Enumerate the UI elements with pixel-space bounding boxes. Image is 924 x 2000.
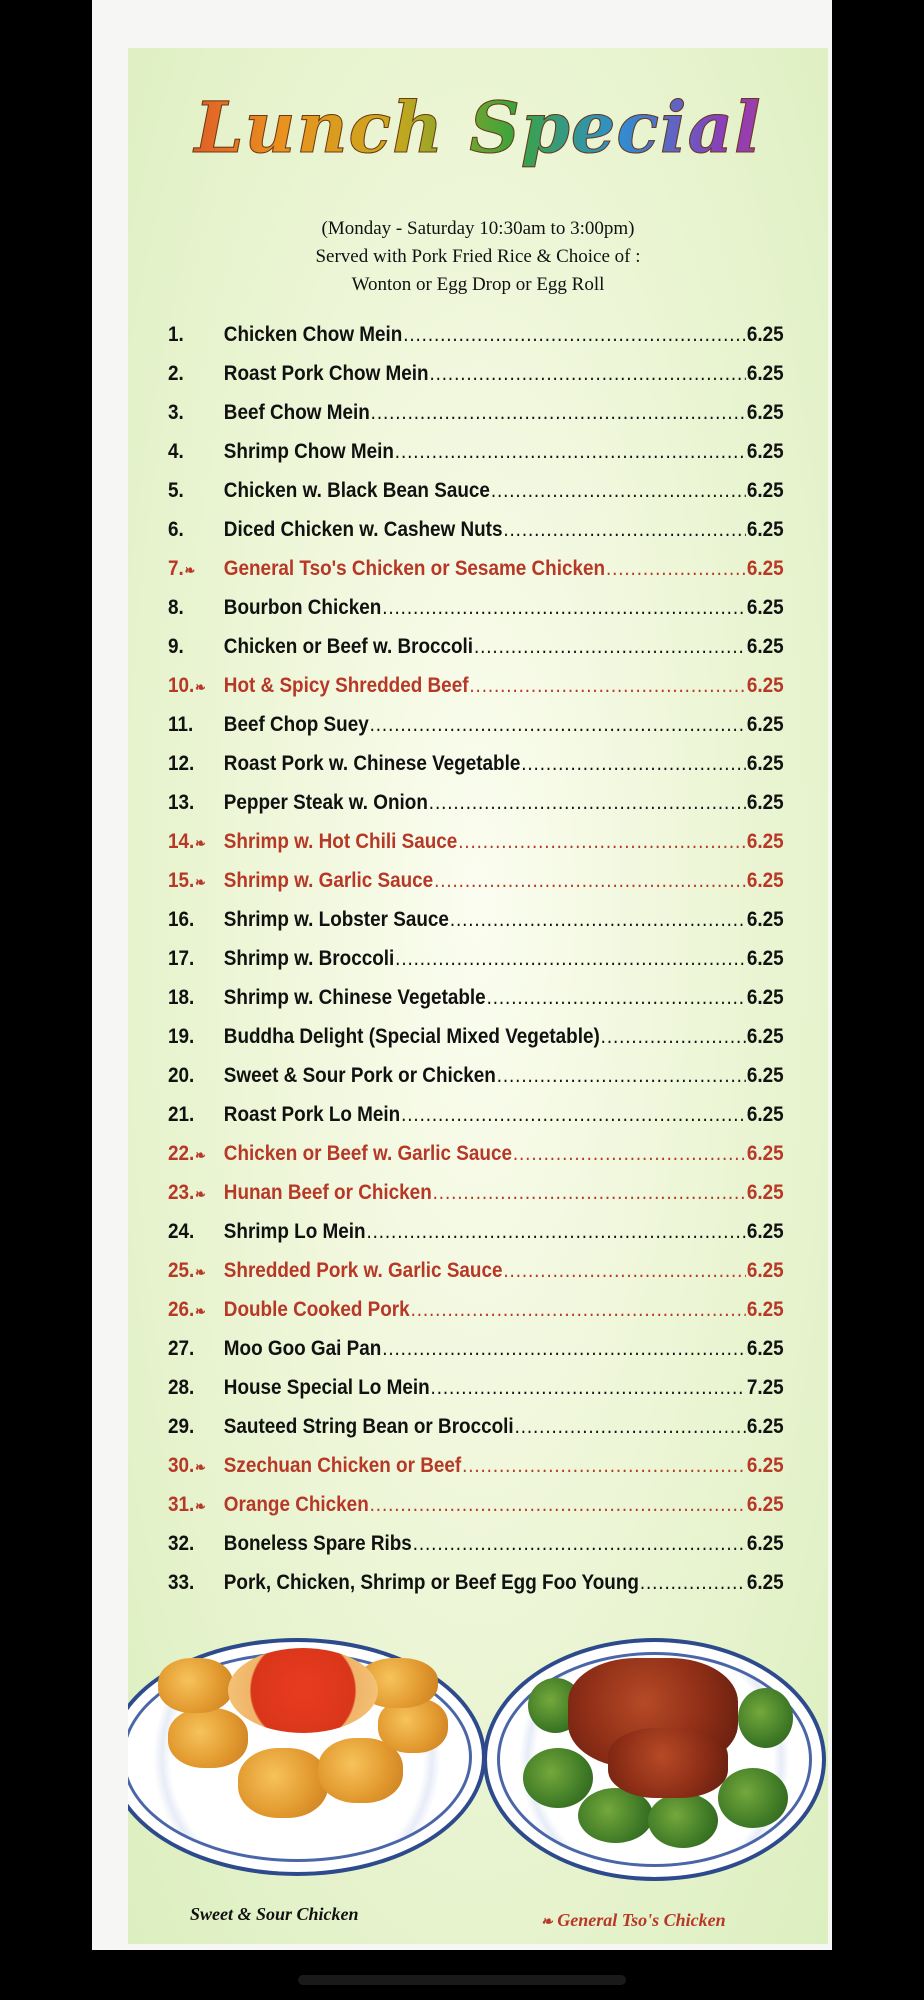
menu-item-number-text: 5. xyxy=(168,479,184,502)
dot-leader xyxy=(503,1259,746,1283)
served-with-text: Served with Pork Fried Rice & Choice of : xyxy=(315,246,641,267)
menu-item-price: 6.25 xyxy=(746,362,784,385)
dot-leader xyxy=(429,791,746,815)
menu-item-name: Szechuan Chicken or Beef xyxy=(223,1454,462,1477)
menu-item-number-text: 19. xyxy=(168,1025,195,1048)
menu-item xyxy=(168,1103,784,1142)
menu-item-name: House Special Lo Mein xyxy=(223,1376,430,1399)
menu-item xyxy=(168,1415,784,1454)
dot-leader xyxy=(433,1181,746,1205)
menu-item-name: Beef Chop Suey xyxy=(223,713,369,736)
menu-item-number xyxy=(168,1298,224,1322)
menu-item-number-text: 30. xyxy=(168,1454,195,1477)
menu-item-name: Sweet & Sour Pork or Chicken xyxy=(223,1064,496,1087)
menu-item xyxy=(168,479,784,518)
menu-item-number-text: 2. xyxy=(168,362,184,385)
menu-item xyxy=(168,713,784,752)
menu-item-number xyxy=(168,1493,224,1517)
menu-item xyxy=(168,791,784,830)
dot-leader xyxy=(370,713,746,737)
menu-item xyxy=(168,1181,784,1220)
menu-item-number xyxy=(168,362,224,386)
menu-title: Lunch Special xyxy=(128,86,828,169)
menu-item-name: Hunan Beef or Chicken xyxy=(223,1181,432,1204)
menu-item-name: Diced Chicken w. Cashew Nuts xyxy=(223,518,503,541)
menu-item xyxy=(168,1493,784,1532)
menu-item-number-text: 12. xyxy=(168,752,195,775)
chili-pepper-icon: ❧ xyxy=(195,1459,206,1475)
menu-item-number xyxy=(168,1571,224,1595)
menu-item-number-text: 21. xyxy=(168,1103,195,1126)
chili-pepper-icon: ❧ xyxy=(195,1264,206,1280)
menu-item-number xyxy=(168,908,224,932)
menu-item-price: 6.25 xyxy=(746,752,784,775)
menu-item-price: 6.25 xyxy=(746,1103,784,1126)
dot-leader xyxy=(503,518,746,542)
menu-item-number-text: 25. xyxy=(168,1259,195,1282)
menu-item-number-text: 18. xyxy=(168,986,195,1009)
menu-item xyxy=(168,908,784,947)
menu-item-name: Double Cooked Pork xyxy=(223,1298,410,1321)
menu-item-number xyxy=(168,1532,224,1556)
menu-item-number-text: 28. xyxy=(168,1376,195,1399)
dot-leader xyxy=(401,1103,746,1127)
menu-item-price: 6.25 xyxy=(746,1259,784,1282)
menu-item-name: Shrimp Lo Mein xyxy=(223,1220,366,1243)
menu-item-number xyxy=(168,1259,224,1283)
menu-item-name: Roast Pork Lo Mein xyxy=(223,1103,401,1126)
menu-item-name: Sauteed String Bean or Broccoli xyxy=(223,1415,514,1438)
menu-item xyxy=(168,1337,784,1376)
menu-item-name: Chicken or Beef w. Garlic Sauce xyxy=(223,1142,512,1165)
menu-item-number-text: 27. xyxy=(168,1337,195,1360)
menu-item xyxy=(168,596,784,635)
menu-item-number xyxy=(168,479,224,503)
menu-item-name: Shredded Pork w. Garlic Sauce xyxy=(223,1259,503,1282)
menu-item-price: 6.25 xyxy=(746,557,784,580)
caption-general-tsos-chicken-text: General Tso's Chicken xyxy=(557,1910,726,1930)
menu-item-price: 6.25 xyxy=(746,635,784,658)
menu-item-name: Orange Chicken xyxy=(223,1493,369,1516)
menu-item-number xyxy=(168,1454,224,1478)
dot-leader xyxy=(521,752,746,776)
menu-item-name: Shrimp w. Hot Chili Sauce xyxy=(223,830,458,853)
menu-item-price: 6.25 xyxy=(746,1220,784,1243)
dot-leader xyxy=(491,479,746,503)
dot-leader xyxy=(413,1532,746,1556)
dot-leader xyxy=(601,1025,746,1049)
menu-item-number-text: 26. xyxy=(168,1298,195,1321)
menu-item-number-text: 7. xyxy=(168,557,184,580)
menu-item-number xyxy=(168,323,224,347)
menu-item xyxy=(168,1298,784,1337)
menu-item-number xyxy=(168,1025,224,1049)
menu-item xyxy=(168,1142,784,1181)
menu-item-price: 6.25 xyxy=(746,947,784,970)
menu-item-price: 6.25 xyxy=(746,1142,784,1165)
menu-item-name: Shrimp Chow Mein xyxy=(223,440,394,463)
menu-item xyxy=(168,518,784,557)
menu-item xyxy=(168,635,784,674)
menu-item-number xyxy=(168,986,224,1010)
menu-item xyxy=(168,362,784,401)
chili-pepper-icon: ❧ xyxy=(195,1186,206,1202)
menu-item xyxy=(168,1025,784,1064)
dot-leader xyxy=(515,1415,746,1439)
dot-leader xyxy=(395,947,746,971)
menu-item-number xyxy=(168,1337,224,1361)
menu-item-price: 6.25 xyxy=(746,713,784,736)
caption-general-tsos-chicken xyxy=(540,1910,726,1931)
caption-sweet-sour-chicken: Sweet & Sour Chicken xyxy=(190,1904,359,1924)
menu-item-price: 6.25 xyxy=(746,323,784,346)
dot-leader xyxy=(366,1220,745,1244)
menu-item xyxy=(168,557,784,596)
menu-item-name: Chicken Chow Mein xyxy=(223,323,403,346)
menu-item-name: Shrimp w. Chinese Vegetable xyxy=(223,986,486,1009)
menu-item-number xyxy=(168,1064,224,1088)
menu-item xyxy=(168,869,784,908)
menu-item-number-text: 16. xyxy=(168,908,195,931)
menu-item-price: 6.25 xyxy=(746,1571,784,1594)
menu-item-number xyxy=(168,947,224,971)
menu-item-number-text: 32. xyxy=(168,1532,195,1555)
hours-text: (Monday - Saturday 10:30am to 3:00pm) xyxy=(321,218,635,239)
menu-item-name: Chicken or Beef w. Broccoli xyxy=(223,635,474,658)
dot-leader xyxy=(382,596,746,620)
menu-item-price: 6.25 xyxy=(746,479,784,502)
menu-item-name: Pork, Chicken, Shrimp or Beef Egg Foo Young xyxy=(223,1571,639,1594)
chili-pepper-icon: ❧ xyxy=(184,562,196,578)
menu-item-name: General Tso's Chicken or Sesame Chicken xyxy=(223,557,606,580)
menu-item-number-text: 3. xyxy=(168,401,184,424)
menu-item-number xyxy=(168,830,224,854)
chili-pepper-icon: ❧ xyxy=(195,1498,206,1514)
menu-item-number xyxy=(168,752,224,776)
menu-item-number xyxy=(168,596,224,620)
menu-item-number xyxy=(168,1181,224,1205)
menu-item xyxy=(168,1454,784,1493)
menu-item xyxy=(168,323,784,362)
menu-item xyxy=(168,947,784,986)
menu-item xyxy=(168,986,784,1025)
menu-item-price: 6.25 xyxy=(746,986,784,1009)
menu-item-number xyxy=(168,1142,224,1166)
menu-item-number-text: 8. xyxy=(168,596,184,619)
menu-item xyxy=(168,1064,784,1103)
menu-item-name: Buddha Delight (Special Mixed Vegetable) xyxy=(223,1025,600,1048)
menu-item-price: 6.25 xyxy=(746,518,784,541)
menu-item-number-text: 1. xyxy=(168,323,184,346)
menu-item xyxy=(168,440,784,479)
menu-item-number-text: 4. xyxy=(168,440,184,463)
menu-item-price: 6.25 xyxy=(746,401,784,424)
menu-item-number xyxy=(168,635,224,659)
menu-item-price: 6.25 xyxy=(746,1454,784,1477)
chili-pepper-icon: ❧ xyxy=(195,1303,206,1319)
dot-leader xyxy=(429,362,745,386)
menu-item-list xyxy=(168,323,784,1610)
menu-item xyxy=(168,1259,784,1298)
menu-item-number xyxy=(168,557,224,581)
menu-item-name: Shrimp w. Garlic Sauce xyxy=(223,869,434,892)
chili-pepper-icon: ❧ xyxy=(195,679,206,695)
menu-item-price: 7.25 xyxy=(746,1376,784,1399)
chili-pepper-icon: ❧ xyxy=(541,1915,553,1930)
menu-item-name: Shrimp w. Broccoli xyxy=(223,947,395,970)
menu-item-price: 6.25 xyxy=(746,1025,784,1048)
dot-leader xyxy=(450,908,746,932)
menu-item-price: 6.25 xyxy=(746,1064,784,1087)
menu-item-number-text: 20. xyxy=(168,1064,195,1087)
soup-choice-text: Wonton or Egg Drop or Egg Roll xyxy=(351,274,605,295)
menu-item-number-text: 24. xyxy=(168,1220,195,1243)
menu-item-number xyxy=(168,674,224,698)
menu-item-name: Hot & Spicy Shredded Beef xyxy=(223,674,469,697)
menu-item xyxy=(168,830,784,869)
menu-item-number xyxy=(168,1415,224,1439)
dot-leader xyxy=(513,1142,746,1166)
menu-item-price: 6.25 xyxy=(746,908,784,931)
menu-item xyxy=(168,1532,784,1571)
menu-item-price: 6.25 xyxy=(746,1337,784,1360)
dot-leader xyxy=(403,323,746,347)
menu-item-number-text: 9. xyxy=(168,635,184,658)
menu-item-price: 6.25 xyxy=(746,869,784,892)
menu-item xyxy=(168,752,784,791)
menu-item-number xyxy=(168,791,224,815)
menu-item-name: Moo Goo Gai Pan xyxy=(223,1337,382,1360)
menu-item xyxy=(168,1220,784,1259)
menu-item-price: 6.25 xyxy=(746,674,784,697)
dot-leader xyxy=(487,986,746,1010)
menu-item-number xyxy=(168,518,224,542)
menu-item-price: 6.25 xyxy=(746,440,784,463)
menu-item-name: Bourbon Chicken xyxy=(223,596,382,619)
menu-item-name: Beef Chow Mein xyxy=(223,401,370,424)
dot-leader xyxy=(462,1454,746,1478)
menu-item-number xyxy=(168,869,224,893)
menu-item-price: 6.25 xyxy=(746,1181,784,1204)
dot-leader xyxy=(474,635,746,659)
chili-pepper-icon: ❧ xyxy=(195,874,206,890)
menu-item-number xyxy=(168,1220,224,1244)
menu-item-number xyxy=(168,401,224,425)
dot-leader xyxy=(382,1337,746,1361)
home-indicator[interactable] xyxy=(298,1975,626,1985)
menu-item-name: Boneless Spare Ribs xyxy=(223,1532,412,1555)
menu-item-number-text: 31. xyxy=(168,1493,195,1516)
dot-leader xyxy=(395,440,746,464)
chili-pepper-icon: ❧ xyxy=(195,1147,206,1163)
menu-item-price: 6.25 xyxy=(746,1298,784,1321)
dot-leader xyxy=(371,401,746,425)
menu-item-price: 6.25 xyxy=(746,1493,784,1516)
dot-leader xyxy=(469,674,746,698)
menu-item-name: Shrimp w. Lobster Sauce xyxy=(223,908,449,931)
menu-item-number-text: 29. xyxy=(168,1415,195,1438)
dot-leader xyxy=(370,1493,746,1517)
menu-item xyxy=(168,674,784,713)
menu-item-price: 6.25 xyxy=(746,1532,784,1555)
menu-item-number-text: 15. xyxy=(168,869,195,892)
dot-leader xyxy=(431,1376,746,1400)
menu-item-number xyxy=(168,1103,224,1127)
chili-pepper-icon: ❧ xyxy=(195,835,206,851)
menu-item xyxy=(168,1571,784,1610)
menu-page xyxy=(128,48,828,1944)
dot-leader xyxy=(606,557,746,581)
dot-leader xyxy=(458,830,746,854)
menu-item-number-text: 14. xyxy=(168,830,195,853)
menu-item-price: 6.25 xyxy=(746,1415,784,1438)
menu-item-number-text: 33. xyxy=(168,1571,195,1594)
menu-item xyxy=(168,401,784,440)
menu-item-name: Pepper Steak w. Onion xyxy=(223,791,428,814)
menu-item-number-text: 6. xyxy=(168,518,184,541)
menu-item-number-text: 10. xyxy=(168,674,195,697)
dot-leader xyxy=(411,1298,746,1322)
menu-item xyxy=(168,1376,784,1415)
dot-leader xyxy=(434,869,746,893)
menu-item-name: Roast Pork w. Chinese Vegetable xyxy=(223,752,521,775)
menu-item-name: Roast Pork Chow Mein xyxy=(223,362,429,385)
menu-item-name: Chicken w. Black Bean Sauce xyxy=(223,479,490,502)
menu-item-number xyxy=(168,1376,224,1400)
menu-item-price: 6.25 xyxy=(746,830,784,853)
menu-item-price: 6.25 xyxy=(746,596,784,619)
menu-item-price: 6.25 xyxy=(746,791,784,814)
menu-item-number xyxy=(168,713,224,737)
menu-item-number-text: 23. xyxy=(168,1181,195,1204)
menu-item-number xyxy=(168,440,224,464)
menu-item-number-text: 11. xyxy=(168,713,194,736)
menu-item-number-text: 17. xyxy=(168,947,195,970)
menu-item-number-text: 22. xyxy=(168,1142,195,1165)
dot-leader xyxy=(497,1064,746,1088)
menu-item-number-text: 13. xyxy=(168,791,195,814)
dot-leader xyxy=(640,1571,746,1595)
